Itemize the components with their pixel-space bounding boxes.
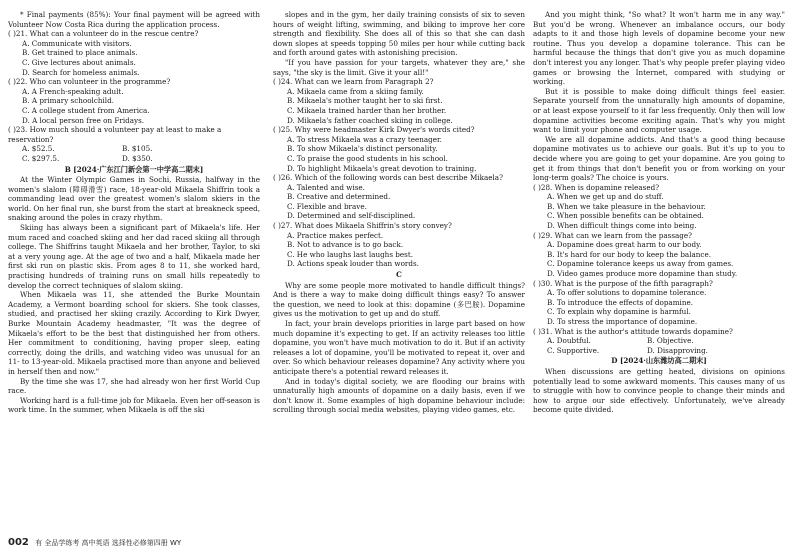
option: D. When difficult things come into being. xyxy=(547,221,697,231)
option: C. A college student from America. xyxy=(22,105,150,115)
question: ( )29. What can we learn from the passage? xyxy=(533,230,693,240)
question: ( )30. What is the purpose of the fifth paragraph? xyxy=(533,278,713,288)
option: C. To explain why dopamine is harmful. xyxy=(547,307,691,317)
option: B. It's hard for our body to keep the balance. xyxy=(547,249,711,259)
option: A. Doubtful. xyxy=(547,336,591,346)
option: A. When we get up and do stuff. xyxy=(547,192,664,202)
paragraph: Why are some people more motivated to handle difficult things? And is there a way to make doing difficult things easy? To answer the question, we need to look at this: dopamine (多巴胺). Dopamine gives us the motivation to get up and do stuff. xyxy=(273,280,525,319)
option-pair xyxy=(8,154,260,164)
page-number: 002 xyxy=(8,537,29,548)
paragraph: But it is possible to make doing difficult things feel easier. Separate yourself from the unnaturally high amounts of dopamine, or at least expose yourself to it far less frequently. Only then will low dopamine activities become exciting again. That's why you might want to limit your phone and computer usage. xyxy=(533,86,785,135)
paragraph: In fact, your brain develops priorities in large part based on how much dopamine it's expecting to get. If an activity releases too little dopamine, you won't have much motivation to do it. But if an activity releases a lot of dopamine, you'll be motivated to repeat it, over and over. So which behaviour releases dopamine? Any activity where you anticipate there's a potential reward releases it. xyxy=(273,319,525,376)
question: ( )26. Which of the following words can best describe Mikaela? xyxy=(273,173,503,183)
option: A. Practice makes perfect. xyxy=(287,230,384,240)
option: B. $105. xyxy=(122,144,153,154)
option: C. He who laughs last laughs best. xyxy=(287,249,414,259)
paragraph: "If you have passion for your targets, whatever they are," she says, "the sky is the limit. Give it your all!" xyxy=(273,57,525,77)
option: A. Dopamine does great harm to our body. xyxy=(547,240,702,250)
option: C. $297.5. xyxy=(22,153,60,163)
option: A. Mikaela came from a skiing family. xyxy=(287,86,424,96)
question: ( )21. What can a volunteer do in the rescue centre? xyxy=(8,29,199,39)
question: ( )22. Who can volunteer in the programme? xyxy=(8,77,171,87)
option: D. Determined and self-disciplined. xyxy=(287,211,416,221)
question: ( )28. When is dopamine released? xyxy=(533,182,660,192)
paragraph: When Mikaela was 11, she attended the Burke Mountain Academy, a Vermont boarding school for skiers. She took classes, studied, and practised her skiing crazily. According to Kirk Dwyer, Burke Mountain Academy headmaster, "It was the degree of Mikaela's effort to be the best that distinguished her from others. Her commitment to conditioning, having proper sleep, eating correctly, doing the drills, and watching video was unusual for an 11- to 13-year-old. Mikaela practised more than anyone and believed in herself then and now." xyxy=(8,290,260,376)
paragraph: Skiing has always been a significant part of Mikaela's life. Her mum raced and coached skiing and her dad raced skiing all through college. The Shiffrins taught Mikaela and her brother, Taylor, to ski at a very young age. At the age of two and a half, Mikaela made her first ski run on plastic skis. From ages 8 to 11, she worked hard, practising hundreds of training runs on small hills repeatedly to develop the correct techniques of slalom skiing. xyxy=(8,223,260,290)
paragraph: * Final payments (85%): Your final payment will be agreed with Volunteer Now Costa Rica during the application process. xyxy=(8,10,260,29)
question: ( )25. Why were headmaster Kirk Dwyer's words cited? xyxy=(273,125,475,135)
footer-text: 有 全品学练考 高中英语 选择性必修第四册 WY xyxy=(35,539,182,547)
option-pair xyxy=(533,336,785,346)
option: A. To offer solutions to dopamine tolerance. xyxy=(547,288,707,298)
question: ( )31. What is the author's attitude towards dopamine? xyxy=(533,326,733,336)
section-heading: B [2024·广东江门新会第一中学高二期末] xyxy=(64,164,204,174)
column-right xyxy=(533,10,785,415)
option: D. To stress the importance of dopamine. xyxy=(547,317,698,326)
question: ( )23. How much should a volunteer pay at least to make a reservation? xyxy=(8,125,222,144)
question: ( )24. What can we learn from Paragraph 2? xyxy=(273,77,434,87)
option: C. When possible benefits can be obtained. xyxy=(547,211,704,221)
paragraph: Working hard is a full-time job for Mikaela. Even her off-season is work time. In the summer, when Mikaela is off the ski xyxy=(8,395,260,415)
option: A. To stress Mikaela was a crazy teenager. xyxy=(287,134,442,144)
section-letter: C xyxy=(396,270,402,280)
column-middle xyxy=(273,10,525,415)
option: D. Disapproving. xyxy=(647,345,708,355)
option-pair xyxy=(8,144,260,154)
option: C. Mikaela trained harder than her brother. xyxy=(287,105,447,115)
option: D. Actions speak louder than words. xyxy=(287,259,419,269)
option: D. $350. xyxy=(122,153,153,163)
option: D. Mikaela's father coached skiing in college. xyxy=(287,115,453,125)
option: A. Talented and wise. xyxy=(287,182,365,192)
paragraph: When discussions are getting heated, divisions on opinions potentially lead to some awkward moments. This causes many of us to struggle with how to convince people to change their minds and how to argue our side effectively. Unfortunately, we've already become quite divided. xyxy=(533,366,785,415)
option: D. To highlight Mikaela's great devotion to training. xyxy=(287,163,477,173)
option: B. When we take pleasure in the behaviour. xyxy=(547,201,706,211)
option: B. Creative and determined. xyxy=(287,192,391,202)
paragraph: At the Winter Olympic Games in Sochi, Russia, halfway in the women's slalom (障碍滑雪) race, 18-year-old Mikaela Shiffrin took a commanding lead over the greatest women's slalom skiers in the world. On her final run, she burst from the start at breakneck speed, snaking around the poles in crazy rhythm. xyxy=(8,175,260,223)
option: C. Dopamine tolerance keeps us away from games. xyxy=(547,259,734,269)
option: C. Give lectures about animals. xyxy=(22,57,136,67)
option: C. Supportive. xyxy=(547,345,600,355)
option: D. Video games produce more dopamine than study. xyxy=(547,269,738,279)
paragraph: We are all dopamine addicts. And that's a good thing because dopamine motivates us to achieve our goals. But it's up to you to decide where you are going to get your dopamine. Are you going to get it from things that don't benefit you or from working on your long-term goals? The choice is yours. xyxy=(533,134,785,183)
option: B. To show Mikaela's distinct personality. xyxy=(287,144,438,154)
paragraph: By the time she was 17, she had already won her first World Cup race. xyxy=(8,376,260,396)
option: C. To praise the good students in his school. xyxy=(287,153,448,163)
option: A. $52.5. xyxy=(22,144,55,154)
option: D. A local person free on Fridays. xyxy=(22,115,145,125)
option-pair xyxy=(533,346,785,356)
paragraph: And you might think, "So what? It won't harm me in any way." But you'd be wrong. Whenever an imbalance occurs, our body adapts to it and those high levels of dopamine become your new routine. Thus you develop a dopamine tolerance. This can be harmful because the things that don't give you as much dopamine don't interest you any longer. That's why people prefer playing video games or browsing the Internet, compared with studying or working. xyxy=(533,10,785,87)
option: B. To introduce the effects of dopamine. xyxy=(547,297,693,307)
option: A. Communicate with visitors. xyxy=(22,38,132,48)
option: B. Not to advance is to go back. xyxy=(287,240,404,250)
question: ( )27. What does Mikaela Shiffrin's story convey? xyxy=(273,221,452,231)
option: B. Mikaela's mother taught her to ski first. xyxy=(287,96,443,106)
paragraph: And in today's digital society, we are flooding our brains with unnaturally high amounts of dopamine on a daily basis, even if we don't know it. Some examples of high dopamine behaviour include: scrolling through social media websites, playing video games, etc. xyxy=(273,376,525,415)
option: D. Search for homeless animals. xyxy=(22,67,140,77)
option: B. Get trained to place animals. xyxy=(22,48,138,58)
option: B. Objective. xyxy=(647,336,694,346)
section-heading: D [2024·山东潍坊高二期末] xyxy=(611,356,707,366)
option: A. A French-speaking adult. xyxy=(22,86,124,96)
column-left xyxy=(8,10,260,415)
option: B. A primary schoolchild. xyxy=(22,96,114,106)
option: C. Flexible and brave. xyxy=(287,201,367,211)
page-footer xyxy=(8,537,181,548)
paragraph: slopes and in the gym, her daily training consists of six to seven hours of weight lifting, swimming, and biking to improve her core strength and flexibility. She does all of this so that she can dash down slopes at speeds topping 50 miles per hour while cutting back and forth around gates with astonishing precision. xyxy=(273,10,525,58)
